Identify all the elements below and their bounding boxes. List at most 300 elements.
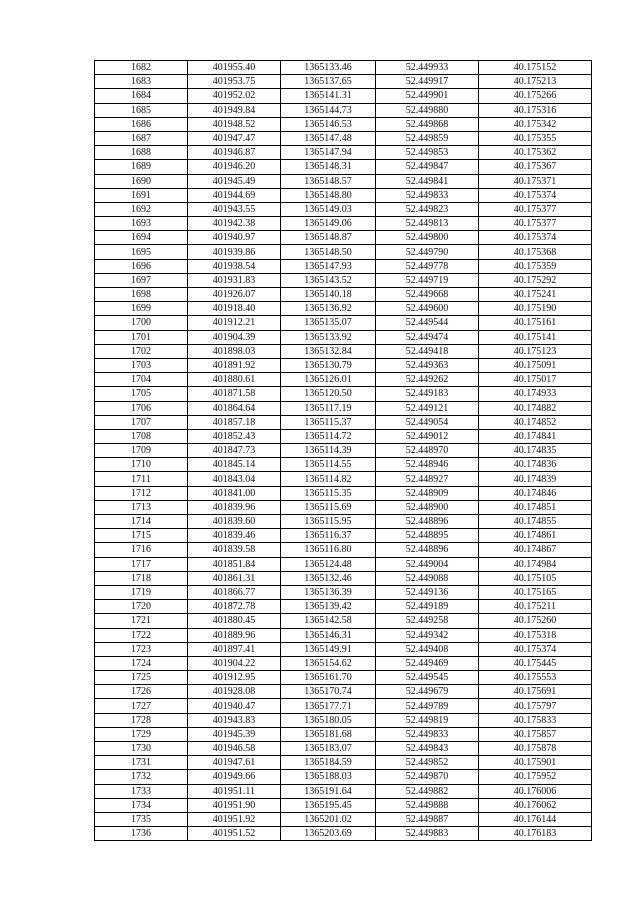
longitude-cell: 40.175368 — [479, 245, 592, 259]
table-row — [95, 429, 592, 443]
table-row — [95, 89, 592, 103]
latitude-cell: 52.449819 — [376, 713, 479, 727]
table-row — [95, 188, 592, 202]
table-row — [95, 671, 592, 685]
y-coordinate-cell: 1365114.82 — [281, 472, 376, 486]
longitude-cell: 40.175017 — [479, 373, 592, 387]
latitude-cell: 52.449679 — [376, 685, 479, 699]
latitude-cell: 52.449917 — [376, 75, 479, 89]
longitude-cell: 40.175445 — [479, 656, 592, 670]
point-number-cell: 1733 — [95, 784, 188, 798]
latitude-cell: 52.448900 — [376, 500, 479, 514]
table-row — [95, 642, 592, 656]
y-coordinate-cell: 1365148.87 — [281, 231, 376, 245]
x-coordinate-cell: 401939.86 — [188, 245, 281, 259]
table-row — [95, 316, 592, 330]
longitude-cell: 40.175374 — [479, 642, 592, 656]
y-coordinate-cell: 1365117.19 — [281, 401, 376, 415]
point-number-cell: 1723 — [95, 642, 188, 656]
table-row — [95, 444, 592, 458]
y-coordinate-cell: 1365144.73 — [281, 103, 376, 117]
x-coordinate-cell: 401843.04 — [188, 472, 281, 486]
point-number-cell: 1686 — [95, 117, 188, 131]
x-coordinate-cell: 401945.49 — [188, 174, 281, 188]
longitude-cell: 40.174846 — [479, 486, 592, 500]
point-number-cell: 1727 — [95, 699, 188, 713]
x-coordinate-cell: 401955.40 — [188, 61, 281, 75]
x-coordinate-cell: 401847.73 — [188, 444, 281, 458]
point-number-cell: 1726 — [95, 685, 188, 699]
longitude-cell: 40.175377 — [479, 202, 592, 216]
table-row — [95, 770, 592, 784]
x-coordinate-cell: 401947.47 — [188, 131, 281, 145]
y-coordinate-cell: 1365136.39 — [281, 585, 376, 599]
y-coordinate-cell: 1365180.05 — [281, 713, 376, 727]
x-coordinate-cell: 401912.95 — [188, 671, 281, 685]
table-row — [95, 344, 592, 358]
y-coordinate-cell: 1365115.35 — [281, 486, 376, 500]
longitude-cell: 40.175797 — [479, 699, 592, 713]
table-row — [95, 628, 592, 642]
point-number-cell: 1718 — [95, 571, 188, 585]
longitude-cell: 40.174839 — [479, 472, 592, 486]
latitude-cell: 52.449933 — [376, 61, 479, 75]
point-number-cell: 1703 — [95, 358, 188, 372]
point-number-cell: 1719 — [95, 585, 188, 599]
point-number-cell: 1683 — [95, 75, 188, 89]
x-coordinate-cell: 401851.84 — [188, 557, 281, 571]
longitude-cell: 40.174852 — [479, 415, 592, 429]
x-coordinate-cell: 401912.21 — [188, 316, 281, 330]
y-coordinate-cell: 1365132.84 — [281, 344, 376, 358]
longitude-cell: 40.176006 — [479, 784, 592, 798]
latitude-cell: 52.449887 — [376, 812, 479, 826]
y-coordinate-cell: 1365146.53 — [281, 117, 376, 131]
latitude-cell: 52.448927 — [376, 472, 479, 486]
point-number-cell: 1697 — [95, 273, 188, 287]
x-coordinate-cell: 401857.18 — [188, 415, 281, 429]
y-coordinate-cell: 1365191.64 — [281, 784, 376, 798]
longitude-cell: 40.175371 — [479, 174, 592, 188]
table-row — [95, 288, 592, 302]
latitude-cell: 52.449790 — [376, 245, 479, 259]
point-number-cell: 1696 — [95, 259, 188, 273]
y-coordinate-cell: 1365137.65 — [281, 75, 376, 89]
y-coordinate-cell: 1365188.03 — [281, 770, 376, 784]
y-coordinate-cell: 1365149.06 — [281, 217, 376, 231]
latitude-cell: 52.449408 — [376, 642, 479, 656]
table-row — [95, 784, 592, 798]
latitude-cell: 52.449882 — [376, 784, 479, 798]
point-number-cell: 1684 — [95, 89, 188, 103]
y-coordinate-cell: 1365146.31 — [281, 628, 376, 642]
x-coordinate-cell: 401951.92 — [188, 812, 281, 826]
x-coordinate-cell: 401871.58 — [188, 387, 281, 401]
y-coordinate-cell: 1365170.74 — [281, 685, 376, 699]
longitude-cell: 40.175362 — [479, 146, 592, 160]
x-coordinate-cell: 401861.31 — [188, 571, 281, 585]
latitude-cell: 52.449469 — [376, 656, 479, 670]
x-coordinate-cell: 401928.08 — [188, 685, 281, 699]
latitude-cell: 52.449088 — [376, 571, 479, 585]
x-coordinate-cell: 401943.83 — [188, 713, 281, 727]
table-row — [95, 259, 592, 273]
latitude-cell: 52.449778 — [376, 259, 479, 273]
point-number-cell: 1722 — [95, 628, 188, 642]
table-row — [95, 756, 592, 770]
y-coordinate-cell: 1365161.70 — [281, 671, 376, 685]
table-row — [95, 330, 592, 344]
x-coordinate-cell: 401845.14 — [188, 458, 281, 472]
table-row — [95, 387, 592, 401]
latitude-cell: 52.449363 — [376, 358, 479, 372]
x-coordinate-cell: 401953.75 — [188, 75, 281, 89]
latitude-cell: 52.448909 — [376, 486, 479, 500]
longitude-cell: 40.175342 — [479, 117, 592, 131]
y-coordinate-cell: 1365130.79 — [281, 358, 376, 372]
x-coordinate-cell: 401889.96 — [188, 628, 281, 642]
y-coordinate-cell: 1365147.94 — [281, 146, 376, 160]
latitude-cell: 52.448895 — [376, 529, 479, 543]
longitude-cell: 40.174861 — [479, 529, 592, 543]
x-coordinate-cell: 401904.22 — [188, 656, 281, 670]
longitude-cell: 40.174855 — [479, 515, 592, 529]
y-coordinate-cell: 1365132.46 — [281, 571, 376, 585]
table-row — [95, 614, 592, 628]
longitude-cell: 40.174836 — [479, 458, 592, 472]
latitude-cell: 52.449841 — [376, 174, 479, 188]
x-coordinate-cell: 401940.97 — [188, 231, 281, 245]
point-number-cell: 1734 — [95, 798, 188, 812]
latitude-cell: 52.449852 — [376, 756, 479, 770]
longitude-cell: 40.175190 — [479, 302, 592, 316]
longitude-cell: 40.175241 — [479, 288, 592, 302]
latitude-cell: 52.449668 — [376, 288, 479, 302]
table-row — [95, 273, 592, 287]
y-coordinate-cell: 1365195.45 — [281, 798, 376, 812]
latitude-cell: 52.449342 — [376, 628, 479, 642]
table-row — [95, 202, 592, 216]
latitude-cell: 52.449823 — [376, 202, 479, 216]
longitude-cell: 40.175123 — [479, 344, 592, 358]
x-coordinate-cell: 401951.11 — [188, 784, 281, 798]
x-coordinate-cell: 401839.96 — [188, 500, 281, 514]
y-coordinate-cell: 1365114.72 — [281, 429, 376, 443]
x-coordinate-cell: 401938.54 — [188, 259, 281, 273]
longitude-cell: 40.175878 — [479, 742, 592, 756]
table-row — [95, 472, 592, 486]
latitude-cell: 52.448946 — [376, 458, 479, 472]
x-coordinate-cell: 401944.69 — [188, 188, 281, 202]
point-number-cell: 1704 — [95, 373, 188, 387]
table-row — [95, 358, 592, 372]
x-coordinate-cell: 401880.61 — [188, 373, 281, 387]
table-row — [95, 117, 592, 131]
table-body — [95, 61, 592, 841]
table-row — [95, 529, 592, 543]
point-number-cell: 1732 — [95, 770, 188, 784]
point-number-cell: 1701 — [95, 330, 188, 344]
point-number-cell: 1698 — [95, 288, 188, 302]
y-coordinate-cell: 1365124.48 — [281, 557, 376, 571]
longitude-cell: 40.175260 — [479, 614, 592, 628]
point-number-cell: 1685 — [95, 103, 188, 117]
table-row — [95, 812, 592, 826]
latitude-cell: 52.449136 — [376, 585, 479, 599]
longitude-cell: 40.175857 — [479, 727, 592, 741]
longitude-cell: 40.174841 — [479, 429, 592, 443]
y-coordinate-cell: 1365203.69 — [281, 827, 376, 841]
y-coordinate-cell: 1365140.18 — [281, 288, 376, 302]
y-coordinate-cell: 1365133.46 — [281, 61, 376, 75]
longitude-cell: 40.175374 — [479, 231, 592, 245]
table-row — [95, 656, 592, 670]
latitude-cell: 52.449545 — [376, 671, 479, 685]
x-coordinate-cell: 401864.64 — [188, 401, 281, 415]
y-coordinate-cell: 1365181.68 — [281, 727, 376, 741]
point-number-cell: 1716 — [95, 543, 188, 557]
latitude-cell: 52.449813 — [376, 217, 479, 231]
y-coordinate-cell: 1365142.58 — [281, 614, 376, 628]
table-row — [95, 131, 592, 145]
y-coordinate-cell: 1365177.71 — [281, 699, 376, 713]
table-row — [95, 500, 592, 514]
x-coordinate-cell: 401949.66 — [188, 770, 281, 784]
table-row — [95, 727, 592, 741]
longitude-cell: 40.174835 — [479, 444, 592, 458]
latitude-cell: 52.449544 — [376, 316, 479, 330]
longitude-cell: 40.174984 — [479, 557, 592, 571]
y-coordinate-cell: 1365149.03 — [281, 202, 376, 216]
table-row — [95, 75, 592, 89]
longitude-cell: 40.175833 — [479, 713, 592, 727]
x-coordinate-cell: 401839.60 — [188, 515, 281, 529]
latitude-cell: 52.449418 — [376, 344, 479, 358]
latitude-cell: 52.449054 — [376, 415, 479, 429]
table-row — [95, 61, 592, 75]
table-row — [95, 827, 592, 841]
table-row — [95, 245, 592, 259]
longitude-cell: 40.175141 — [479, 330, 592, 344]
point-number-cell: 1715 — [95, 529, 188, 543]
point-number-cell: 1690 — [95, 174, 188, 188]
point-number-cell: 1720 — [95, 600, 188, 614]
latitude-cell: 52.449719 — [376, 273, 479, 287]
x-coordinate-cell: 401943.55 — [188, 202, 281, 216]
longitude-cell: 40.175952 — [479, 770, 592, 784]
y-coordinate-cell: 1365148.31 — [281, 160, 376, 174]
table-row — [95, 685, 592, 699]
x-coordinate-cell: 401947.61 — [188, 756, 281, 770]
y-coordinate-cell: 1365184.59 — [281, 756, 376, 770]
x-coordinate-cell: 401898.03 — [188, 344, 281, 358]
latitude-cell: 52.449474 — [376, 330, 479, 344]
table-row — [95, 174, 592, 188]
longitude-cell: 40.175377 — [479, 217, 592, 231]
latitude-cell: 52.449262 — [376, 373, 479, 387]
y-coordinate-cell: 1365115.69 — [281, 500, 376, 514]
x-coordinate-cell: 401897.41 — [188, 642, 281, 656]
point-number-cell: 1714 — [95, 515, 188, 529]
longitude-cell: 40.174882 — [479, 401, 592, 415]
table-row — [95, 103, 592, 117]
table-row — [95, 231, 592, 245]
table-row — [95, 373, 592, 387]
point-number-cell: 1702 — [95, 344, 188, 358]
latitude-cell: 52.449600 — [376, 302, 479, 316]
longitude-cell: 40.175211 — [479, 600, 592, 614]
longitude-cell: 40.174851 — [479, 500, 592, 514]
point-number-cell: 1689 — [95, 160, 188, 174]
latitude-cell: 52.449789 — [376, 699, 479, 713]
table-row — [95, 713, 592, 727]
longitude-cell: 40.175553 — [479, 671, 592, 685]
point-number-cell: 1729 — [95, 727, 188, 741]
table-row — [95, 543, 592, 557]
longitude-cell: 40.175374 — [479, 188, 592, 202]
point-number-cell: 1693 — [95, 217, 188, 231]
latitude-cell: 52.449121 — [376, 401, 479, 415]
y-coordinate-cell: 1365116.80 — [281, 543, 376, 557]
x-coordinate-cell: 401952.02 — [188, 89, 281, 103]
point-number-cell: 1692 — [95, 202, 188, 216]
latitude-cell: 52.449800 — [376, 231, 479, 245]
longitude-cell: 40.175691 — [479, 685, 592, 699]
point-number-cell: 1712 — [95, 486, 188, 500]
x-coordinate-cell: 401839.46 — [188, 529, 281, 543]
y-coordinate-cell: 1365135.07 — [281, 316, 376, 330]
longitude-cell: 40.175355 — [479, 131, 592, 145]
latitude-cell: 52.449859 — [376, 131, 479, 145]
y-coordinate-cell: 1365141.31 — [281, 89, 376, 103]
point-number-cell: 1709 — [95, 444, 188, 458]
point-number-cell: 1731 — [95, 756, 188, 770]
longitude-cell: 40.175367 — [479, 160, 592, 174]
x-coordinate-cell: 401931.83 — [188, 273, 281, 287]
point-number-cell: 1705 — [95, 387, 188, 401]
y-coordinate-cell: 1365148.57 — [281, 174, 376, 188]
y-coordinate-cell: 1365114.55 — [281, 458, 376, 472]
longitude-cell: 40.175161 — [479, 316, 592, 330]
table-row — [95, 585, 592, 599]
x-coordinate-cell: 401946.87 — [188, 146, 281, 160]
point-number-cell: 1711 — [95, 472, 188, 486]
y-coordinate-cell: 1365201.02 — [281, 812, 376, 826]
table-row — [95, 515, 592, 529]
latitude-cell: 52.449004 — [376, 557, 479, 571]
point-number-cell: 1736 — [95, 827, 188, 841]
latitude-cell: 52.449833 — [376, 727, 479, 741]
x-coordinate-cell: 401942.38 — [188, 217, 281, 231]
x-coordinate-cell: 401852.43 — [188, 429, 281, 443]
point-number-cell: 1717 — [95, 557, 188, 571]
point-number-cell: 1725 — [95, 671, 188, 685]
latitude-cell: 52.448970 — [376, 444, 479, 458]
x-coordinate-cell: 401946.20 — [188, 160, 281, 174]
point-number-cell: 1730 — [95, 742, 188, 756]
point-number-cell: 1728 — [95, 713, 188, 727]
y-coordinate-cell: 1365136.92 — [281, 302, 376, 316]
longitude-cell: 40.175316 — [479, 103, 592, 117]
latitude-cell: 52.449901 — [376, 89, 479, 103]
point-number-cell: 1735 — [95, 812, 188, 826]
y-coordinate-cell: 1365183.07 — [281, 742, 376, 756]
longitude-cell: 40.176062 — [479, 798, 592, 812]
point-number-cell: 1691 — [95, 188, 188, 202]
latitude-cell: 52.449189 — [376, 600, 479, 614]
table-row — [95, 571, 592, 585]
point-number-cell: 1695 — [95, 245, 188, 259]
longitude-cell: 40.174933 — [479, 387, 592, 401]
latitude-cell: 52.449833 — [376, 188, 479, 202]
latitude-cell: 52.449183 — [376, 387, 479, 401]
table-row — [95, 742, 592, 756]
x-coordinate-cell: 401948.52 — [188, 117, 281, 131]
longitude-cell: 40.175901 — [479, 756, 592, 770]
longitude-cell: 40.175213 — [479, 75, 592, 89]
y-coordinate-cell: 1365148.80 — [281, 188, 376, 202]
table-row — [95, 486, 592, 500]
point-number-cell: 1706 — [95, 401, 188, 415]
latitude-cell: 52.449888 — [376, 798, 479, 812]
longitude-cell: 40.175152 — [479, 61, 592, 75]
point-number-cell: 1707 — [95, 415, 188, 429]
point-number-cell: 1713 — [95, 500, 188, 514]
point-number-cell: 1721 — [95, 614, 188, 628]
x-coordinate-cell: 401866.77 — [188, 585, 281, 599]
table-row — [95, 557, 592, 571]
y-coordinate-cell: 1365126.01 — [281, 373, 376, 387]
x-coordinate-cell: 401945.39 — [188, 727, 281, 741]
latitude-cell: 52.449843 — [376, 742, 479, 756]
y-coordinate-cell: 1365120.50 — [281, 387, 376, 401]
latitude-cell: 52.448896 — [376, 543, 479, 557]
y-coordinate-cell: 1365154.62 — [281, 656, 376, 670]
table-row — [95, 415, 592, 429]
point-number-cell: 1699 — [95, 302, 188, 316]
x-coordinate-cell: 401951.90 — [188, 798, 281, 812]
point-number-cell: 1682 — [95, 61, 188, 75]
longitude-cell: 40.175105 — [479, 571, 592, 585]
x-coordinate-cell: 401940.47 — [188, 699, 281, 713]
latitude-cell: 52.449847 — [376, 160, 479, 174]
point-number-cell: 1724 — [95, 656, 188, 670]
x-coordinate-cell: 401949.84 — [188, 103, 281, 117]
y-coordinate-cell: 1365149.91 — [281, 642, 376, 656]
x-coordinate-cell: 401880.45 — [188, 614, 281, 628]
y-coordinate-cell: 1365147.93 — [281, 259, 376, 273]
table-row — [95, 401, 592, 415]
x-coordinate-cell: 401891.92 — [188, 358, 281, 372]
x-coordinate-cell: 401926.07 — [188, 288, 281, 302]
table-row — [95, 458, 592, 472]
longitude-cell: 40.175359 — [479, 259, 592, 273]
coordinates-table — [94, 60, 592, 841]
x-coordinate-cell: 401841.00 — [188, 486, 281, 500]
point-number-cell: 1700 — [95, 316, 188, 330]
y-coordinate-cell: 1365148.50 — [281, 245, 376, 259]
point-number-cell: 1710 — [95, 458, 188, 472]
x-coordinate-cell: 401946.58 — [188, 742, 281, 756]
x-coordinate-cell: 401951.52 — [188, 827, 281, 841]
longitude-cell: 40.175165 — [479, 585, 592, 599]
table-row — [95, 302, 592, 316]
y-coordinate-cell: 1365133.92 — [281, 330, 376, 344]
longitude-cell: 40.175266 — [479, 89, 592, 103]
x-coordinate-cell: 401904.39 — [188, 330, 281, 344]
table-row — [95, 217, 592, 231]
y-coordinate-cell: 1365114.39 — [281, 444, 376, 458]
